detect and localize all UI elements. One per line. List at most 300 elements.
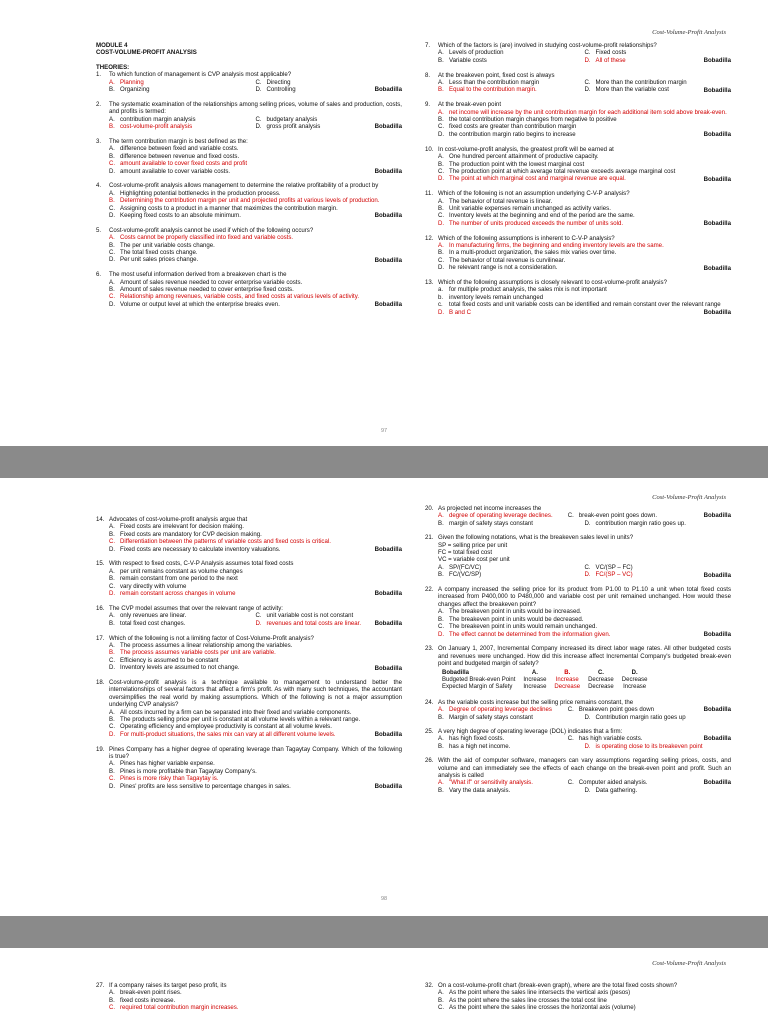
choice-b: [438, 571, 585, 578]
choice-text: break-even point goes down.: [578, 512, 658, 520]
question-text: In cost-volume-profit analysis, the greatest profit will be earned at: [438, 145, 614, 153]
choice-b: [96, 997, 402, 1004]
choice-b: [425, 294, 731, 301]
table-head-row: [438, 670, 651, 677]
choice-a: [425, 153, 731, 160]
choice-letter: B.: [109, 86, 115, 94]
choice-a: [96, 523, 402, 530]
choice-text: Fixed costs are irrelevant for decision making.: [120, 523, 244, 531]
choice-text: Organizing: [120, 86, 150, 94]
choice-text: total fixed cost changes.: [120, 619, 186, 627]
choice-text: More than the variable cost: [595, 86, 670, 94]
choice-text: Amount of sales revenue needed to cover enterprise variable costs.: [120, 278, 303, 286]
question-stem: [425, 982, 731, 989]
choice-text: Data gathering.: [595, 786, 638, 794]
choice-c: [96, 205, 402, 212]
choice-c: [96, 775, 402, 782]
choice-text: Pines is more profitable than Tagaytay Company's.: [120, 767, 257, 775]
question-stem: [425, 42, 731, 49]
question-8: [425, 72, 731, 95]
source-label: Bobadilla: [374, 212, 402, 220]
page-number: 98: [380, 896, 388, 902]
choice-text: Efficiency is assumed to be constant: [120, 656, 219, 664]
table-cell: Increase: [623, 684, 647, 691]
choice-letter: A.: [109, 189, 115, 197]
choice-letter: c.: [438, 301, 443, 309]
question-number: 20.: [425, 505, 434, 512]
question-stem: [96, 560, 402, 567]
choice-letter: A.: [438, 79, 444, 87]
choice-letter: C.: [567, 735, 574, 743]
choice-text: As the point where the sales line intersects the vertical axis (pesos): [449, 989, 631, 997]
question-text: To which function of management is CVP analysis most applicable?: [109, 71, 292, 79]
choice-letter: D.: [584, 571, 591, 579]
choice-letter: B.: [109, 715, 115, 723]
question-list: [96, 982, 402, 1012]
question-stem: [96, 679, 402, 709]
choice-text: Amount of sales revenue needed to cover enterprise fixed costs.: [120, 286, 294, 293]
choice-text: All of these: [595, 56, 626, 64]
choice-letter: A.: [438, 512, 444, 520]
choice-letter: B.: [109, 241, 115, 249]
table-cell: Increase: [523, 676, 547, 683]
choice-letter: B.: [438, 86, 444, 94]
choice-row: [425, 787, 731, 794]
choice-letter: B.: [109, 530, 115, 538]
choice-c: [96, 293, 402, 300]
choice-b: [438, 787, 585, 794]
choice-text: Less than the contribution margin: [449, 79, 540, 87]
question-32: [425, 982, 731, 1012]
choice-text: vary directly with volume: [120, 582, 187, 590]
choice-letter: A.: [438, 735, 444, 743]
choice-letter: A.: [109, 989, 115, 997]
question-text: A company increased the selling price for its product from P1.00 to P1.10 a unit when total fixed costs increased from P400,000 to P480,000 and variable cost per unit remained unchanged. How would these changes affect the breakeven point?: [438, 586, 731, 608]
choice-a: [438, 512, 568, 519]
question-number: 24.: [425, 698, 434, 706]
question-text: The term contribution margin is best defined as the:: [109, 137, 248, 145]
choice-text: total fixed costs and unit variable costs can be identified and remain constant over the relevant range: [449, 301, 721, 309]
source-label: Bobadilla: [374, 301, 402, 309]
choice-b: [96, 242, 402, 249]
choice-b: [96, 649, 402, 656]
choice-d: [585, 743, 732, 750]
table-cell: Decrease: [554, 684, 581, 691]
question-stem: [96, 982, 402, 989]
choice-text: contribution margin ratio goes up.: [595, 519, 686, 527]
question-10: [425, 146, 731, 183]
choice-text: Volume or output level at which the enterprise breaks even.: [120, 300, 280, 308]
choice-row: [96, 612, 402, 619]
choice-letter: C.: [584, 563, 591, 571]
question-number: 3.: [96, 137, 102, 145]
choice-letter: B.: [109, 152, 115, 160]
module-number: MODULE 4: [96, 42, 128, 49]
choice-c: [585, 564, 732, 571]
choice-d: [425, 264, 731, 271]
choice-c: [425, 212, 731, 219]
choice-letter: a.: [438, 286, 444, 294]
choice-d: [96, 168, 402, 175]
choice-text: budgetary analysis: [266, 115, 318, 123]
choice-letter: D.: [584, 742, 591, 750]
choice-text: VC/(SP – FC): [595, 563, 633, 571]
choice-letter: A.: [438, 49, 444, 57]
source-label: Bobadilla: [703, 779, 731, 787]
choice-c: [96, 657, 402, 664]
question-text: On a cost-volume-profit chart (break-even graph), where are the total fixed costs shown?: [438, 982, 678, 989]
table-row: [438, 677, 651, 684]
table-head-cell: Bobadilla: [442, 669, 470, 676]
question-16: [96, 605, 402, 628]
question-text: As projected net income increases the: [438, 505, 542, 512]
choice-b: [109, 123, 256, 130]
choice-c: [256, 612, 403, 619]
question-text: With respect to fixed costs, C-V-P Analysis assumes total fixed costs: [109, 560, 294, 568]
choice-letter: C.: [438, 623, 445, 631]
choice-text: he relevant range is not a consideration.: [449, 264, 558, 272]
choice-text: cost-volume-profit analysis: [120, 123, 193, 131]
question-stem: [425, 190, 731, 197]
question-number: 12.: [425, 234, 434, 242]
source-label: Bobadilla: [374, 546, 402, 554]
choice-b: [438, 86, 585, 93]
choice-letter: D.: [438, 264, 445, 272]
choice-c: [96, 160, 402, 167]
page2-right-column: [425, 505, 731, 801]
choice-letter: A.: [109, 523, 115, 531]
source-label: Bobadilla: [703, 57, 731, 65]
source-label: Bobadilla: [703, 86, 731, 94]
notation-line: FC = total fixed cost: [438, 549, 493, 557]
choice-a: [425, 286, 731, 293]
choice-letter: C.: [567, 512, 574, 520]
choice-c: [568, 779, 698, 786]
source-label: Bobadilla: [703, 571, 731, 579]
question-stem: [425, 72, 731, 79]
choice-letter: C.: [567, 779, 574, 787]
question-stem: [96, 746, 402, 761]
choice-text: Differentiation between the patterns of variable costs and fixed costs is critical.: [120, 538, 331, 546]
question-24: [425, 699, 731, 721]
choice-letter: A.: [109, 760, 115, 768]
choice-d: [96, 590, 402, 597]
question-number: 11.: [425, 190, 434, 198]
choice-letter: C.: [438, 123, 445, 131]
choice-c: [425, 1004, 731, 1011]
choice-row: [96, 620, 402, 627]
choice-a: [96, 989, 402, 996]
question-22: [425, 586, 731, 638]
question-25: [425, 728, 731, 750]
question-number: 8.: [425, 71, 431, 79]
question-number: 13.: [425, 279, 434, 286]
table-cell: Decrease: [588, 676, 614, 683]
choice-letter: D.: [438, 219, 445, 227]
choice-letter: C.: [109, 160, 116, 168]
question-text: At the break-even point: [438, 101, 502, 109]
question-number: 1.: [96, 71, 102, 79]
table-row: [438, 684, 651, 691]
choice-text: the total contribution margin changes from negative to positive: [449, 116, 617, 124]
choice-letter: C.: [109, 582, 116, 590]
choice-text: The breakeven point in units would remain unchanged.: [449, 623, 598, 631]
choice-row: [425, 79, 731, 86]
choice-text: unit variable cost is not constant: [266, 612, 354, 620]
question-list: [425, 505, 731, 794]
question-text: Cost-volume-profit analysis allows management to determine the relative profitability of a product by: [109, 182, 379, 190]
choice-b: [425, 616, 731, 623]
question-1: [96, 71, 402, 94]
choice-row: [425, 735, 731, 742]
choice-row: [425, 743, 731, 750]
table-head-cell: B.: [564, 669, 571, 676]
choice-letter: B.: [109, 197, 115, 205]
choice-letter: B.: [438, 249, 444, 257]
page1-right-column: [425, 42, 731, 323]
choice-d: [96, 546, 402, 553]
question-2: [96, 101, 402, 131]
question-text: Which of the following assumptions is closely relevant to cost-volume-profit analysis?: [438, 279, 667, 286]
choice-letter: D.: [109, 545, 116, 553]
choice-a: [109, 612, 256, 619]
choice-text: has high fixed costs.: [449, 735, 505, 743]
running-header: Cost-Volume-Profit Analysis: [652, 960, 726, 967]
choice-letter: D.: [584, 713, 591, 721]
choice-text: has a high net income.: [449, 742, 511, 750]
question-list: [96, 516, 402, 790]
question-stem: [425, 101, 731, 108]
choice-letter: D.: [109, 782, 116, 790]
page-number: 97: [380, 428, 388, 434]
choice-text: The products selling price per unit is constant at all volume levels within a relevant range.: [120, 715, 361, 723]
choice-text: The production point at which average total revenue exceeds average marginal cost: [449, 167, 676, 175]
choice-letter: B.: [438, 786, 444, 794]
choice-d: [425, 309, 731, 316]
choice-letter: B.: [109, 575, 115, 583]
choice-c: [425, 168, 731, 175]
choice-letter: b.: [438, 293, 444, 301]
choice-letter: A.: [109, 78, 115, 86]
choice-text: per unit remains constant as volume changes: [120, 567, 243, 575]
question-stem: [96, 605, 402, 612]
choice-text: The total fixed costs change.: [120, 248, 198, 256]
choice-letter: C.: [438, 212, 445, 220]
choice-c: [568, 706, 698, 713]
choice-text: The behavior of total revenue is linear.: [449, 197, 553, 205]
choice-row: [425, 520, 731, 527]
choice-b: [425, 116, 731, 123]
choice-a: [109, 79, 256, 86]
choice-letter: A.: [438, 108, 444, 116]
choice-letter: C.: [438, 256, 445, 264]
question-19: [96, 746, 402, 791]
choice-c: [585, 79, 732, 86]
source-label: Bobadilla: [374, 783, 402, 791]
question-number: 27.: [96, 982, 105, 989]
choice-text: As the point where the sales line crosses the total cost line: [449, 996, 607, 1004]
choice-letter: D.: [109, 730, 116, 738]
question-text: Cost-volume-profit analysis is a technique available to management to understand better the interrelationships of several factors that affect a firm's profit. As with many such techniques, the accountant oversimplifies the real world by making assumptions. Which of the following is not a major assumption underlying CVP analysis?: [109, 678, 402, 709]
page1-left-column: [96, 42, 402, 316]
question-number: 4.: [96, 182, 102, 190]
choice-text: The process assumes a linear relationship among the variables.: [120, 641, 293, 649]
choice-d: [425, 220, 731, 227]
question-text: On January 1, 2007, Incremental Company increased its direct labor wage rates. All other budgeted costs and revenues were unchanged. How did this increase affect Incremental Company's budgeted break-even point and budgeted margin of safety?: [438, 645, 731, 668]
choice-letter: D.: [438, 308, 445, 316]
choice-letter: A.: [438, 989, 444, 997]
choice-text: difference between revenue and fixed costs.: [120, 152, 240, 160]
notation-line: VC = variable cost per unit: [438, 556, 510, 564]
choice-c: [425, 123, 731, 130]
question-number: 5.: [96, 226, 102, 234]
question-6: [96, 271, 402, 308]
choice-letter: D.: [584, 86, 591, 94]
choice-text: B and C: [449, 308, 472, 316]
running-header: Cost-Volume-Profit Analysis: [652, 29, 726, 36]
choice-text: For multi-product situations, the sales mix can vary at all different volume levels.: [120, 730, 336, 738]
choice-letter: A.: [438, 197, 444, 205]
source-label: Bobadilla: [374, 256, 402, 264]
source-label: Bobadilla: [374, 86, 402, 94]
question-text: Cost-volume-profit analysis cannot be used if which of the following occurs?: [109, 226, 314, 234]
question-number: 16.: [96, 604, 105, 612]
source-label: Bobadilla: [374, 664, 402, 672]
choice-text: fixed costs increase.: [120, 996, 176, 1004]
question-number: 32.: [425, 982, 434, 989]
choice-text: The breakeven point in units would be increased.: [449, 608, 582, 616]
choice-letter: D.: [109, 167, 116, 175]
question-text: Which of the following is not a limiting factor of Cost-Volume-Profit analysis?: [109, 634, 314, 642]
choice-d: [425, 175, 731, 182]
question-text: At the breakeven point, fixed cost is always: [438, 71, 555, 79]
choice-b: [425, 205, 731, 212]
choice-b: [425, 249, 731, 256]
choice-letter: D.: [584, 519, 591, 527]
choice-c: [96, 249, 402, 256]
choice-letter: B.: [438, 204, 444, 212]
question-17: [96, 635, 402, 672]
source-label: Bobadilla: [374, 590, 402, 598]
question-stem: [96, 71, 402, 78]
choice-text: Unit variable expenses remain unchanged as activity varies.: [449, 204, 611, 212]
source-label: Bobadilla: [703, 264, 731, 272]
question-7: [425, 42, 731, 65]
choice-b: [96, 531, 402, 538]
choice-text: amount available to cover fixed costs and profit: [120, 160, 248, 168]
question-number: 18.: [96, 678, 105, 686]
choice-c: [568, 512, 698, 519]
notation-line: SP = selling price per unit: [438, 541, 508, 549]
choice-text: The number of units produced exceeds the number of units sold.: [449, 219, 624, 227]
choice-a: [109, 116, 256, 123]
choice-letter: D.: [438, 130, 445, 138]
table-cell: Decrease: [588, 684, 614, 691]
question-text: As the variable costs increase but the selling price remains constant, the: [438, 698, 634, 706]
running-header: Cost-Volume-Profit Analysis: [652, 494, 726, 501]
choice-letter: D.: [438, 630, 445, 638]
choice-text: Relationship among revenues, variable costs, and fixed costs at various levels of activity.: [120, 293, 360, 301]
choice-letter: D.: [584, 786, 591, 794]
table-cell: Expected Margin of Safety: [442, 684, 513, 691]
choice-letter: A.: [438, 153, 444, 161]
question-15: [96, 560, 402, 597]
choice-letter: A.: [438, 608, 444, 616]
choice-a: [96, 279, 402, 286]
question-stem: [96, 271, 402, 278]
question-5: [96, 227, 402, 264]
question-27: [96, 982, 402, 1012]
choice-c: [96, 583, 402, 590]
question-list: [96, 71, 402, 308]
question-stem: [425, 279, 731, 286]
choice-letter: D.: [255, 86, 262, 94]
module-title: COST-VOLUME-PROFIT ANALYSIS: [96, 49, 197, 57]
source-label: Bobadilla: [703, 175, 731, 183]
source-label: Bobadilla: [374, 620, 402, 628]
answer-table: [438, 670, 651, 692]
choice-c: [425, 257, 731, 264]
choice-b: [96, 153, 402, 160]
choice-text: contribution margin analysis: [120, 115, 196, 123]
choice-text: margin of safety stays constant: [449, 519, 533, 527]
choice-text: is operating close to its breakeven point: [595, 742, 703, 750]
choice-text: One hundred percent attainment of productive capacity.: [449, 153, 599, 161]
choice-text: SP/(FC/VC): [449, 563, 482, 571]
question-stem: [96, 227, 402, 234]
choice-text: Vary the data analysis.: [449, 786, 511, 794]
choice-letter: A.: [438, 241, 444, 249]
choice-letter: B.: [438, 571, 444, 579]
question-number: 6.: [96, 271, 102, 279]
choice-text: gross profit analysis: [266, 123, 321, 131]
choice-b: [96, 575, 402, 582]
choice-a: [96, 190, 402, 197]
table-cell: Increase: [523, 684, 547, 691]
choice-text: Controlling: [266, 86, 296, 94]
question-number: 22.: [425, 586, 434, 594]
choice-a: [96, 145, 402, 152]
question-14: [96, 516, 402, 553]
choice-letter: A.: [109, 234, 115, 242]
question-stem: [96, 101, 402, 116]
choice-a: [438, 49, 585, 56]
question-number: 23.: [425, 645, 434, 653]
choice-text: Fixed costs: [595, 49, 627, 57]
question-number: 17.: [96, 634, 105, 642]
choice-c: [96, 1004, 402, 1011]
choice-text: All costs incurred by a firm can be separated into their fixed and variable components.: [120, 708, 352, 716]
choice-letter: C.: [109, 723, 116, 731]
source-label: Bobadilla: [703, 131, 731, 139]
question-18: [96, 679, 402, 739]
choice-letter: C.: [109, 656, 116, 664]
choice-text: As the point where the sales line crosses the horizontal axis (volume): [449, 1004, 636, 1012]
theories-heading: THEORIES:: [96, 63, 130, 71]
table-head-cell: C.: [597, 669, 604, 676]
choice-text: Equal to the contribution margin.: [449, 86, 537, 94]
choice-a: [438, 564, 585, 571]
choice-a: [425, 242, 731, 249]
choice-text: Directing: [266, 78, 291, 86]
choice-row: [425, 571, 731, 578]
choice-row: [425, 706, 731, 713]
table-cell: Budgeted Break-even Point: [442, 676, 516, 683]
choice-text: only revenues are linear.: [120, 612, 187, 620]
page3-left-column: [96, 982, 402, 1019]
choice-text: "What if" or sensitivity analysis.: [449, 779, 533, 787]
choice-row: [96, 123, 402, 130]
